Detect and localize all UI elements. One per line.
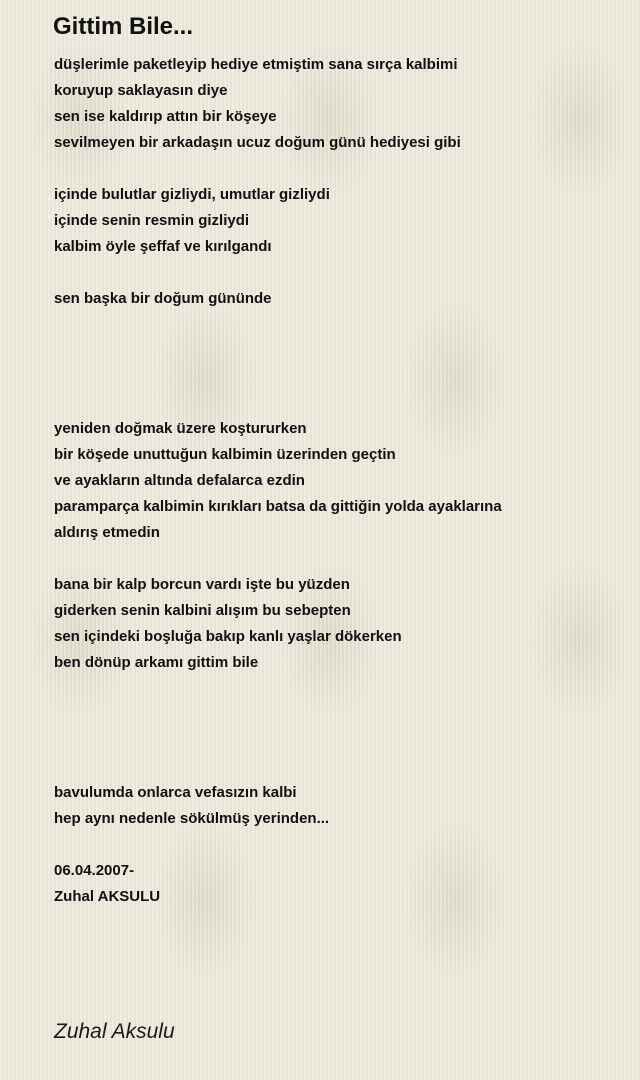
stanza-break bbox=[54, 156, 614, 182]
poem-line: sevilmeyen bir arkadaşın ucuz doğum günü hediyesi gibi bbox=[54, 134, 461, 151]
stanza-break bbox=[54, 702, 614, 728]
poem-line: Zuhal AKSULU bbox=[54, 888, 161, 905]
poem-line: yeniden doğmak üzere koştururken bbox=[54, 420, 307, 437]
stanza-break bbox=[54, 312, 614, 338]
poem-line: bana bir kalp borcun vardı işte bu yüzden bbox=[54, 576, 350, 593]
poem-line: kalbim öyle şeffaf ve kırılgandı bbox=[54, 238, 272, 255]
stanza-break bbox=[54, 338, 614, 364]
poem-line: koruyup saklayasın diye bbox=[54, 82, 228, 99]
poem-line: içinde bulutlar gizliydi, umutlar gizliydi bbox=[54, 186, 330, 203]
stanza-break bbox=[54, 260, 614, 286]
poem-line: aldırış etmedin bbox=[54, 524, 160, 541]
stanza-break bbox=[54, 390, 614, 416]
poem-line: içinde senin resmin gizliydi bbox=[54, 212, 250, 229]
poem-line: bir köşede unuttuğun kalbimin üzerinden geçtin bbox=[54, 446, 396, 463]
stanza-break bbox=[54, 546, 614, 572]
author-signature: Zuhal Aksulu bbox=[54, 1020, 175, 1043]
poem-line: ben dönüp arkamı gittim bile bbox=[54, 654, 259, 671]
poem-line: düşlerimle paketleyip hediye etmiştim sana sırça kalbimi bbox=[54, 56, 458, 73]
poem-title: Gittim Bile... bbox=[53, 13, 194, 40]
poem-line: hep aynı nedenle sökülmüş yerinden... bbox=[54, 810, 330, 827]
stanza-break bbox=[54, 728, 614, 754]
stanza-break bbox=[54, 676, 614, 702]
stanza-break bbox=[54, 754, 614, 780]
poem-line: bavulumda onlarca vefasızın kalbi bbox=[54, 784, 297, 801]
stanza-break bbox=[54, 364, 614, 390]
poem-line: ve ayakların altında defalarca ezdin bbox=[54, 472, 305, 489]
stanza-break bbox=[54, 832, 614, 858]
poem-line: sen içindeki boşluğa bakıp kanlı yaşlar dökerken bbox=[54, 628, 402, 645]
poem-body bbox=[54, 52, 614, 910]
poem-line: 06.04.2007- bbox=[54, 862, 135, 879]
poem-line: sen başka bir doğum gününde bbox=[54, 290, 272, 307]
poem-line: giderken senin kalbini alışım bu sebepten bbox=[54, 602, 351, 619]
poem-line: sen ise kaldırıp attın bir köşeye bbox=[54, 108, 277, 125]
poem-line: paramparça kalbimin kırıkları batsa da gittiğin yolda ayaklarına bbox=[54, 498, 502, 515]
